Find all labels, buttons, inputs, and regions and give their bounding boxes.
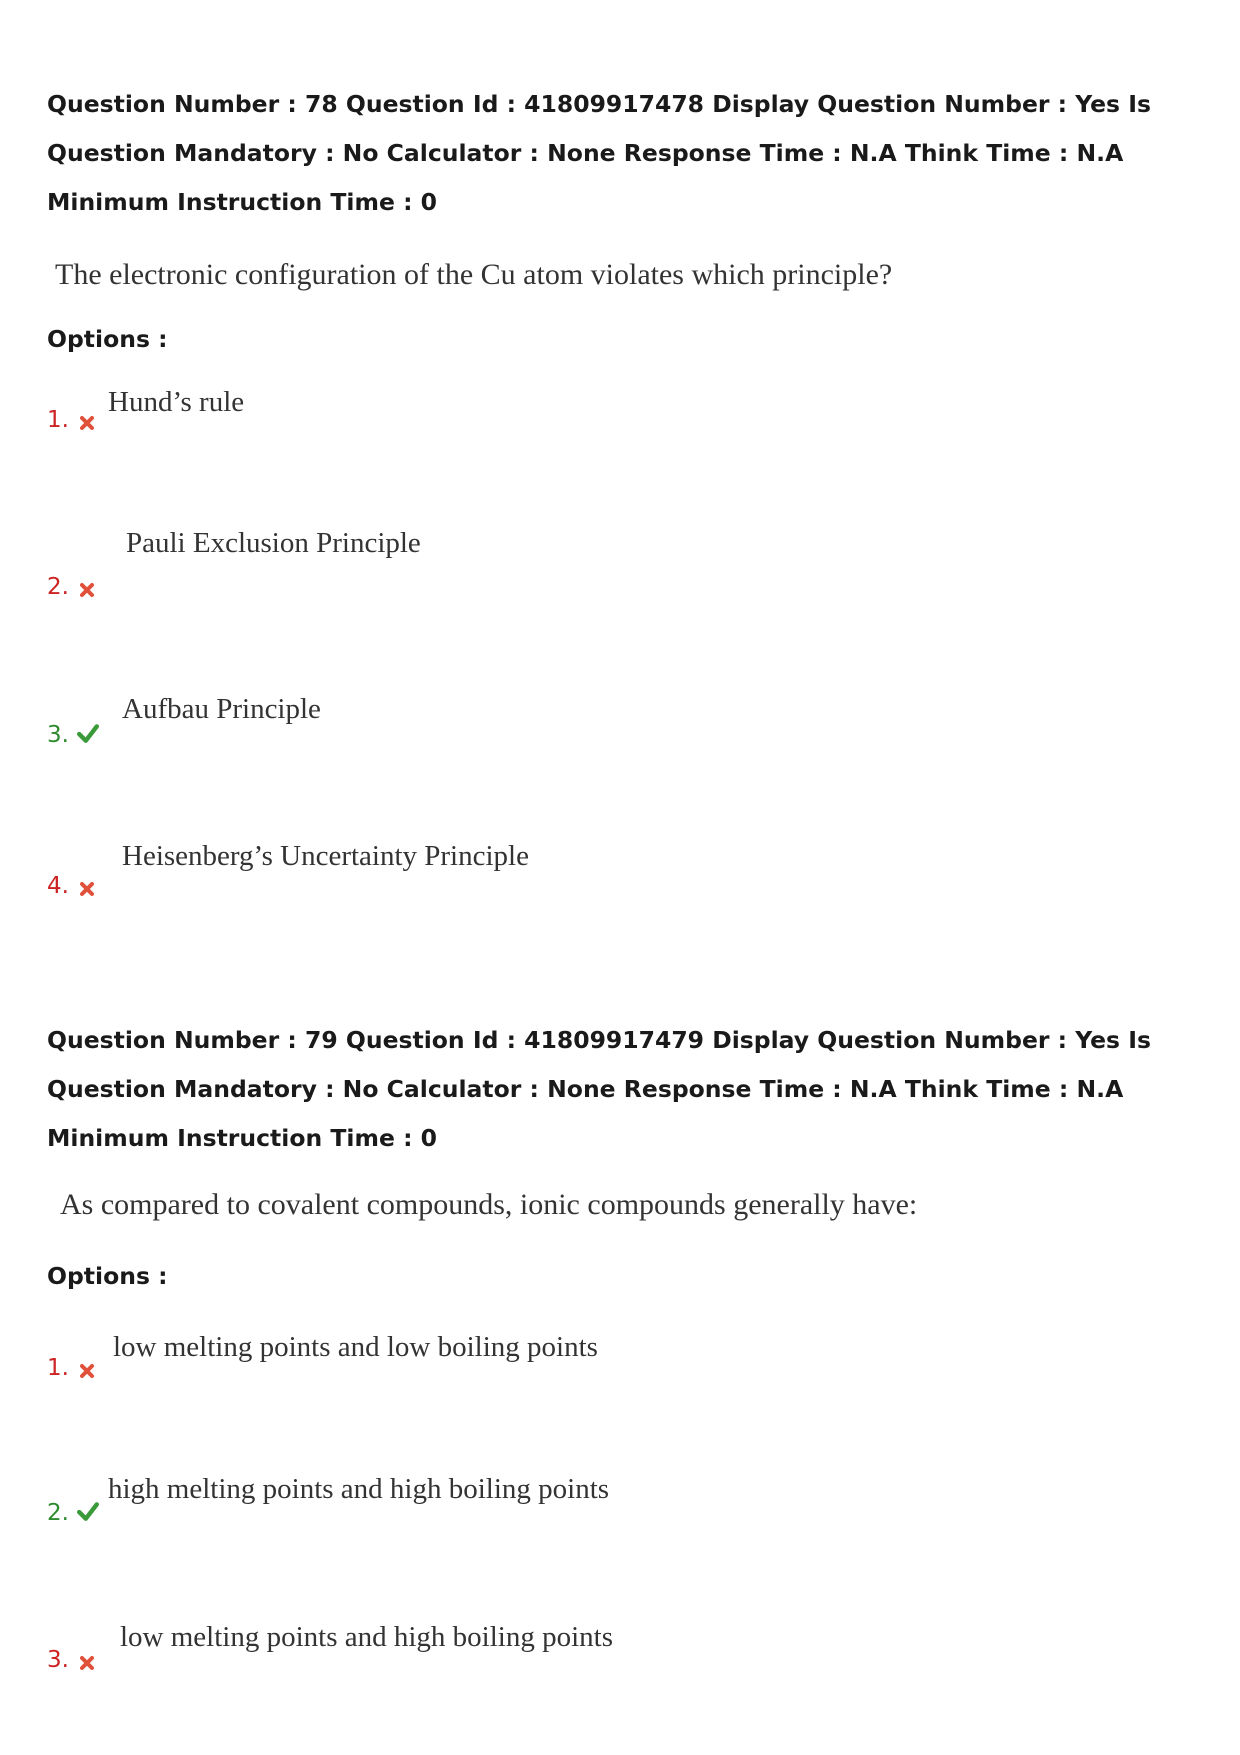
check-icon xyxy=(76,1500,100,1522)
option-number: 2. xyxy=(47,574,69,600)
option-number: 2. xyxy=(47,1500,69,1526)
option-number: 4. xyxy=(47,873,69,899)
option-number: 1. xyxy=(47,407,69,433)
option-text: Pauli Exclusion Principle xyxy=(126,527,421,559)
option-text: low melting points and high boiling points xyxy=(120,1621,613,1653)
cross-icon xyxy=(77,1361,97,1381)
cross-icon xyxy=(77,1653,97,1673)
option-text: high melting points and high boiling points xyxy=(108,1473,610,1505)
question-meta: Question Number : 79 Question Id : 41809917479 Display Question Number : Yes Is Question Mandatory : No Calculator : None Response Time : N.A Think Time : N.A Minimum Instruction Time : 0 xyxy=(47,1026,1151,1152)
option-number: 1. xyxy=(47,1355,69,1381)
options-label: Options : xyxy=(47,1262,168,1290)
option-text: Heisenberg’s Uncertainty Principle xyxy=(122,840,529,872)
cross-icon xyxy=(77,879,97,899)
question-meta: Question Number : 78 Question Id : 41809917478 Display Question Number : Yes Is Question Mandatory : No Calculator : None Response Time : N.A Think Time : N.A Minimum Instruction Time : 0 xyxy=(47,90,1151,216)
option-text: Aufbau Principle xyxy=(122,693,321,725)
option-number: 3. xyxy=(47,722,69,748)
option-number: 3. xyxy=(47,1647,69,1673)
options-label: Options : xyxy=(47,325,168,353)
check-icon xyxy=(76,722,100,744)
cross-icon xyxy=(77,580,97,600)
option-text: Hund’s rule xyxy=(108,386,245,418)
question-text: The electronic configuration of the Cu atom violates which principle? xyxy=(55,258,893,291)
question-text: As compared to covalent compounds, ionic compounds generally have: xyxy=(60,1188,918,1221)
cross-icon xyxy=(77,413,97,433)
option-text: low melting points and low boiling points xyxy=(113,1331,598,1363)
